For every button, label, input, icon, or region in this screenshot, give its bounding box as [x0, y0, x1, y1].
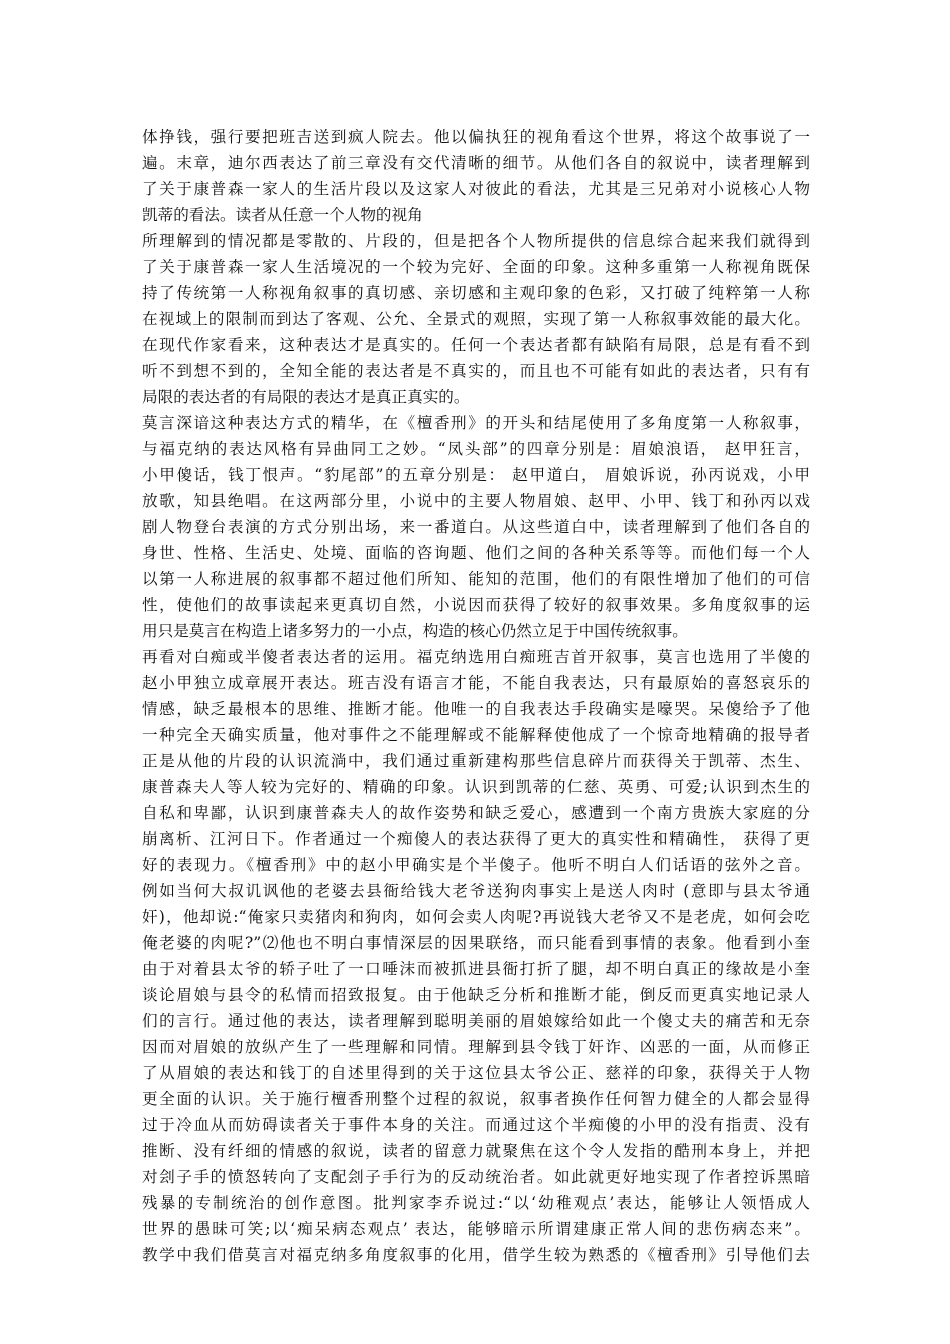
- text-line: 们的言行。通过他的表达，读者理解到聪明美丽的眉娘嫁给如此一个傻丈夫的痛苦和无奈: [142, 1012, 810, 1030]
- text-line: 与福克纳的表达风格有异曲同工之妙。“凤头部”的四章分别是：眉娘浪语， 赵甲狂言，: [142, 440, 810, 458]
- text-line: 好的表现力。《檀香刑》中的赵小甲确实是个半傻子。他听不明白人们话语的弦外之音。: [142, 856, 810, 874]
- text-line: 在视域上的限制而到达了客观、公允、全景式的观照，实现了第一人称叙事效能的最大化。: [142, 310, 810, 328]
- text-line: 教学中我们借莫言对福克纳多角度叙事的化用，借学生较为熟悉的《檀香刑》引导他们去: [142, 1246, 810, 1264]
- body-text: [142, 124, 810, 1268]
- text-line: 一种完全天确实质量，他对事件之不能理解或不能解释使他成了一个惊奇地精确的报导者: [142, 726, 810, 744]
- text-line: 情感，缺乏最根本的思维、推断才能。他唯一的自我表达手段确实是嚎哭。呆傻给予了他: [142, 700, 810, 718]
- text-line: 赵小甲独立成章展开表达。班吉没有语言才能，不能自我表达，只有最原始的喜怒哀乐的: [142, 674, 810, 692]
- text-line: 性，使他们的故事读起来更真切自然，小说因而获得了较好的叙事效果。多角度叙事的运: [142, 596, 810, 614]
- text-line: 局限的表达者的有局限的表达才是真正真实的。: [142, 388, 470, 406]
- text-line: 了关于康普森一家人生活境况的一个较为完好、全面的印象。这种多重第一人称视角既保: [142, 258, 810, 276]
- text-line: 了关于康普森一家人的生活片段以及这家人对彼此的看法，尤其是三兄弟对小说核心人物: [142, 180, 810, 198]
- text-line: 推断、没有纤细的情感的叙说，读者的留意力就聚焦在这个令人发指的酷刑本身上，并把: [142, 1142, 810, 1160]
- text-line: 凯蒂的看法。读者从任意一个人物的视角: [142, 206, 423, 224]
- text-line: 身世、性格、生活史、处境、面临的咨询题、他们之间的各种关系等等。而他们每一个人: [142, 544, 810, 562]
- text-line: 对刽子手的愤怒转向了支配刽子手行为的反动统治者。如此就更好地实现了作者控诉黑暗: [142, 1168, 810, 1186]
- text-line: 更全面的认识。关于施行檀香刑整个过程的叙说，叙事者换作任何智力健全的人都会显得: [142, 1090, 810, 1108]
- text-line: 莫言深谙这种表达方式的精华，在《檀香刑》的开头和结尾使用了多角度第一人称叙事，: [142, 414, 810, 432]
- text-line: 再看对白痴或半傻者表达者的运用。福克纳选用白痴班吉首开叙事，莫言也选用了半傻的: [142, 648, 810, 666]
- text-line: 遍。末章，迪尔西表达了前三章没有交代清晰的细节。从他们各自的叙说中，读者理解到: [142, 154, 810, 172]
- text-line: 以第一人称进展的叙事都不超过他们所知、能知的范围，他们的有限性增加了他们的可信: [142, 570, 810, 588]
- text-line: 小甲傻话，钱丁恨声。“豹尾部”的五章分别是： 赵甲道白， 眉娘诉说，孙丙说戏，小甲: [142, 466, 810, 484]
- text-line: 了从眉娘的表达和钱丁的自述里得到的关于这位县太爷公正、慈祥的印象，获得关于人物: [142, 1064, 810, 1082]
- text-line: 放歌，知县绝唱。在这两部分里，小说中的主要人物眉娘、赵甲、小甲、钱丁和孙丙以戏: [142, 492, 810, 510]
- text-line: 用只是莫言在构造上诸多努力的一小点，构造的核心仍然立足于中国传统叙事。: [142, 622, 688, 640]
- text-line: 奸)，他却说:“俺家只卖猪肉和狗肉，如何会卖人肉呢?再说钱大老爷又不是老虎，如何会吃: [142, 908, 810, 926]
- text-line: 正是从他的片段的认识流淌中，我们通过重新建构那些信息碎片而获得关于凯蒂、杰生、: [142, 752, 810, 770]
- text-line: 例如当何大叔讥讽他的老婆去县衙给钱大老爷送狗肉事实上是送人肉时 (意即与县太爷通: [142, 882, 810, 900]
- text-line: 因而对眉娘的放纵产生了一些理解和同情。理解到县令钱丁奸诈、凶恶的一面，从而修正: [142, 1038, 810, 1056]
- text-line: 所理解到的情况都是零散的、片段的，但是把各个人物所提供的信息综合起来我们就得到: [142, 232, 810, 250]
- text-line: 崩离析、江河日下。作者通过一个痴傻人的表达获得了更大的真实性和精确性， 获得了更: [142, 830, 810, 848]
- text-line: 过于冷血从而妨碍读者关于事件本身的关注。而通过这个半痴傻的小甲的没有指责、没有: [142, 1116, 810, 1134]
- text-line: 剧人物登台表演的方式分别出场，来一番道白。从这些道白中，读者理解到了他们各自的: [142, 518, 810, 536]
- text-line: 由于对着县太爷的轿子吐了一口唾沫而被抓进县衙打折了腿，却不明白真正的缘故是小奎: [142, 960, 810, 978]
- text-line: 残暴的专制统治的创作意图。批判家李乔说过:“以‘幼稚观点’表达，能够让人领悟成人: [142, 1194, 810, 1212]
- text-line: 自私和卑鄙，认识到康普森夫人的故作姿势和缺乏爱心，感遭到一个南方贵族大家庭的分: [142, 804, 810, 822]
- text-line: 听不到想不到的，全知全能的表达者是不真实的，而且也不可能有如此的表达者，只有有: [142, 362, 810, 380]
- text-line: 世界的愚昧可笑;以‘痴呆病态观点’ 表达，能够暗示所谓建康正常人间的悲伤病态来”。: [142, 1220, 810, 1238]
- text-line: 持了传统第一人称视角叙事的真切感、亲切感和主观印象的色彩，又打破了纯粹第一人称: [142, 284, 810, 302]
- text-line: 谈论眉娘与县令的私情而招致报复。由于他缺乏分析和推断才能，倒反而更真实地记录人: [142, 986, 810, 1004]
- text-line: 在现代作家看来，这种表达才是真实的。任何一个表达者都有缺陷有局限，总是有看不到: [142, 336, 810, 354]
- text-line: 康普森夫人等人较为完好的、精确的印象。认识到凯蒂的仁慈、英勇、可爱;认识到杰生的: [142, 778, 810, 796]
- text-line: 体挣钱，强行要把班吉送到疯人院去。他以偏执狂的视角看这个世界，将这个故事说了一: [142, 128, 810, 146]
- text-line: 俺老婆的肉呢?”⑵他也不明白事情深层的因果联络，而只能看到事情的表象。他看到小奎: [142, 934, 810, 952]
